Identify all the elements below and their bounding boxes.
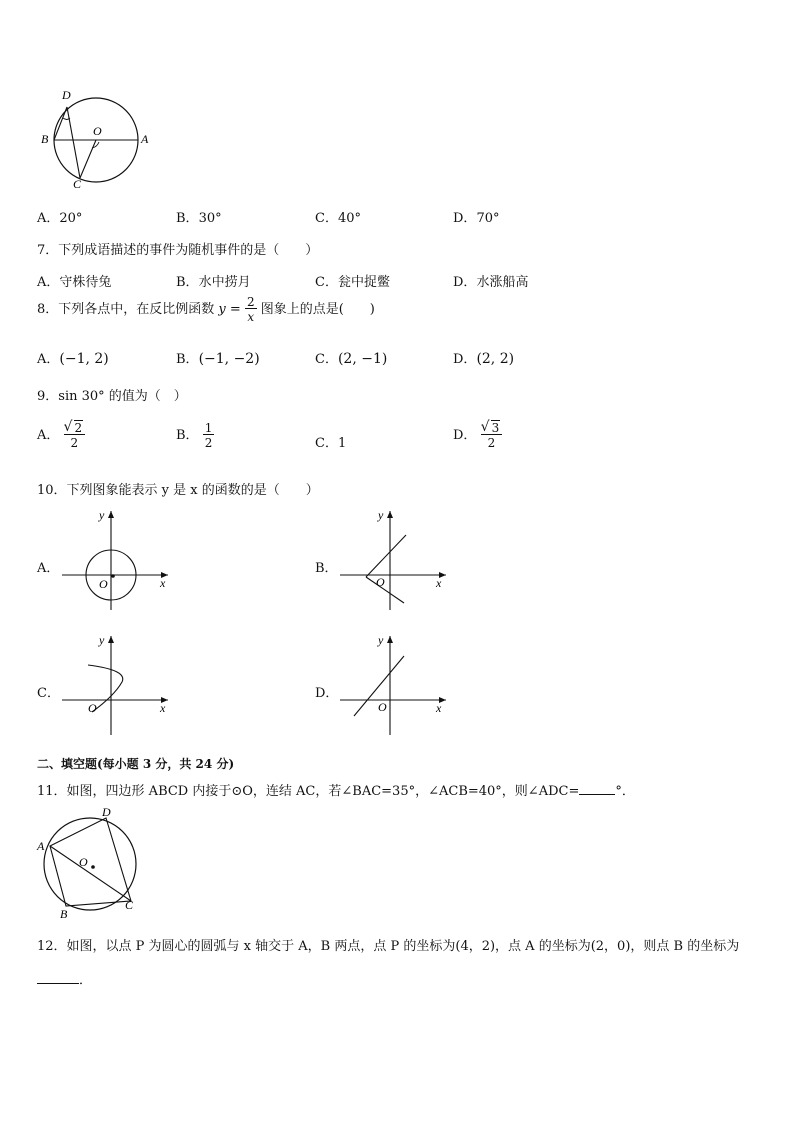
q6-label-c: C [73, 177, 82, 191]
option-text: 20° [59, 211, 83, 226]
q11-stem [37, 780, 635, 799]
q11-circle-figure [36, 808, 146, 920]
option-letter: B． [176, 211, 199, 226]
fraction-denominator: 2 [70, 436, 79, 450]
section-2-title: 二、填空题(每小题 3 分，共 24 分) [37, 757, 235, 771]
q8-option-d[interactable] [453, 348, 514, 367]
q11-answer-blank[interactable] [579, 794, 615, 795]
q6-circle-figure [36, 85, 156, 193]
q9-option-c[interactable] [315, 432, 346, 451]
option-fraction [64, 422, 86, 449]
axis-x-label: x [160, 576, 166, 590]
q9-option-a[interactable] [37, 422, 85, 449]
q8-func-numerator: 2 [246, 295, 255, 309]
q8-option-c[interactable] [315, 348, 387, 367]
option-text: 40° [337, 211, 361, 226]
q8-option-a[interactable] [37, 348, 109, 367]
q11-label-o: O [79, 855, 88, 869]
q7-option-d[interactable] [453, 271, 528, 290]
option-fraction [203, 422, 215, 449]
fraction-numerator: 2 [74, 421, 83, 435]
q8-option-b[interactable] [176, 348, 260, 367]
option-fraction [481, 422, 503, 449]
q10-graph-a [58, 505, 178, 615]
axis-origin-label: O [376, 575, 385, 589]
q11-label-a: A [37, 839, 45, 853]
q11-label-d: D [102, 808, 111, 819]
q11-stem-tail: °． [615, 784, 635, 799]
q7-option-a[interactable] [37, 271, 111, 290]
option-text: 70° [476, 211, 500, 226]
axis-origin-label: O [378, 700, 387, 714]
option-text: (−1, 2) [59, 351, 109, 367]
option-letter: B． [176, 352, 199, 367]
q6-option-a[interactable] [37, 207, 82, 226]
sqrt-symbol [483, 422, 501, 434]
q11-stem-text: 11．如图，四边形 ABCD 内接于⊙O，连结 AC，若∠BAC=35°，∠ACB=40°，则∠ADC= [37, 784, 580, 799]
q11-label-c: C [125, 898, 134, 912]
q11-label-b: B [60, 907, 68, 920]
option-letter: B． [176, 428, 199, 443]
axis-origin-label: O [88, 701, 97, 715]
q6-label-d: D [62, 88, 71, 102]
fraction-denominator: 2 [204, 436, 213, 450]
q12-answer-line [37, 969, 92, 988]
option-letter: A． [37, 352, 60, 367]
option-letter: D． [453, 211, 477, 226]
q12-stem: 12．如图，以点 P 为圆心的圆弧与 x 轴交于 A，B 两点，点 P 的坐标为(4，2)，点 A 的坐标为(2，0)，则点 B 的坐标为 [37, 939, 740, 954]
fraction-numerator: 1 [204, 421, 213, 435]
q12-stem-tail: ． [79, 973, 93, 988]
q12-answer-blank[interactable] [37, 983, 79, 984]
q8-func-fraction [245, 296, 257, 323]
option-text: (−1, −2) [198, 351, 260, 367]
q10-graph-d [336, 630, 456, 740]
q10-option-b-label[interactable]: B． [315, 561, 338, 576]
q10-graph-c [58, 630, 178, 740]
q7-stem: 7．下列成语描述的事件为随机事件的是（ ） [37, 243, 319, 258]
axis-y-label: y [99, 508, 105, 522]
q10-stem: 10．下列图象能表示 y 是 x 的函数的是（ ） [37, 483, 319, 498]
q6-label-o: O [93, 124, 102, 138]
axis-origin-label: O [99, 577, 108, 591]
option-text: (2, 2) [476, 351, 515, 367]
q6-option-c[interactable] [315, 207, 361, 226]
fraction-numerator: 3 [491, 421, 500, 435]
axis-x-label: x [436, 701, 442, 715]
axis-x-label: x [160, 701, 166, 715]
sqrt-symbol [66, 422, 84, 434]
option-letter: C． [315, 436, 338, 451]
axis-y-label: y [99, 633, 105, 647]
q8-stem-before: 8．下列各点中，在反比例函数 [37, 302, 215, 317]
option-letter: A． [37, 211, 60, 226]
q10-graph-b [336, 505, 456, 615]
option-text: 30° [198, 211, 222, 226]
q8-func-denominator: x [247, 310, 255, 324]
q7-option-c[interactable] [315, 271, 390, 290]
option-text: 瓮中捉鳖 [337, 275, 390, 290]
q6-option-b[interactable] [176, 207, 222, 226]
q8-func-lhs: y = [218, 302, 241, 317]
q7-option-b[interactable] [176, 271, 251, 290]
option-letter: C． [315, 211, 338, 226]
option-text: 水涨船高 [476, 275, 529, 290]
axis-y-label: y [378, 508, 384, 522]
q10-option-a-label[interactable]: A． [37, 561, 60, 576]
option-letter: C． [315, 352, 338, 367]
q6-label-b: B [41, 132, 49, 146]
option-letter: D． [453, 428, 477, 443]
q10-option-d-label[interactable]: D． [315, 686, 339, 701]
option-letter: D． [453, 275, 477, 290]
q8-stem-after: 图象上的点是( ) [260, 302, 375, 317]
q6-option-d[interactable] [453, 207, 499, 226]
option-letter: A． [37, 428, 60, 443]
option-text: 水中捞月 [198, 275, 251, 290]
q6-label-a: A [141, 132, 149, 146]
q9-option-d[interactable] [453, 422, 502, 449]
q9-option-b[interactable] [176, 422, 214, 449]
q8-stem [37, 296, 375, 323]
axis-x-label: x [436, 576, 442, 590]
option-letter: A． [37, 275, 60, 290]
option-text: (2, −1) [337, 351, 388, 367]
option-letter: D． [453, 352, 477, 367]
fraction-denominator: 2 [487, 436, 496, 450]
q10-option-c-label[interactable]: C． [37, 686, 60, 701]
option-text: 守株待兔 [59, 275, 112, 290]
option-letter: B． [176, 275, 199, 290]
option-text: 1 [337, 436, 347, 451]
option-letter: C． [315, 275, 338, 290]
q9-stem: 9．sin 30° 的值为（ ） [37, 389, 187, 404]
axis-y-label: y [378, 633, 384, 647]
